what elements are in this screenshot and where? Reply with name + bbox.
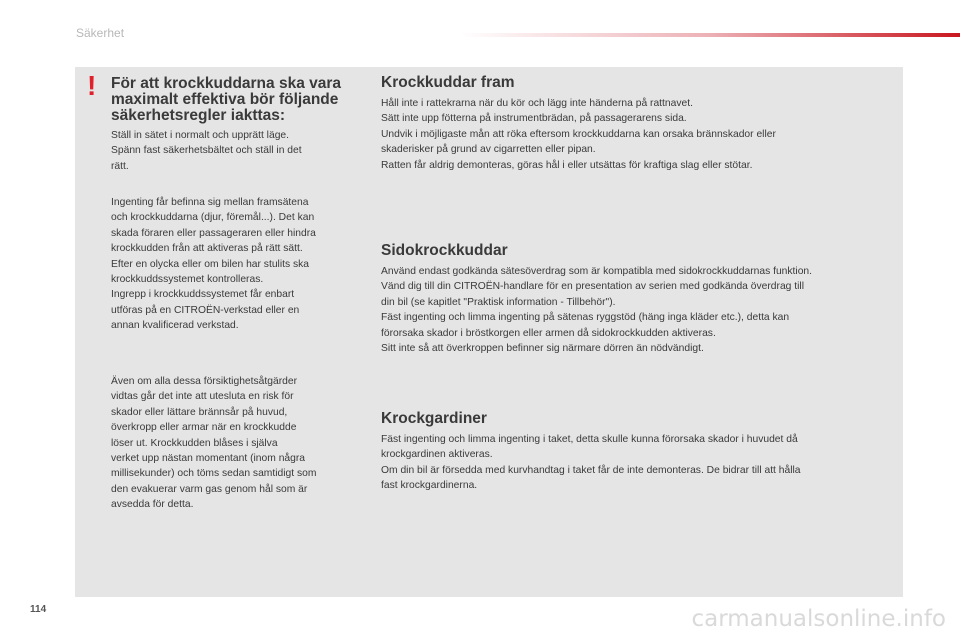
front-airbags-text	[381, 96, 881, 173]
text-line: Håll inte i rattekrarna när du kör och lägg inte händerna på rattnavet.	[381, 98, 693, 109]
side-airbags-text	[381, 264, 891, 356]
text-line: Spänn fast säkerhetsbältet och ställ in det	[111, 145, 302, 157]
warning-paragraph-obstruction	[111, 195, 373, 334]
text-line: och krockkuddarna (djur, föremål...). Det kan	[111, 212, 315, 224]
header-accent-bar	[460, 33, 960, 37]
text-line: Ingenting får befinna sig mellan framsätena	[111, 197, 309, 208]
warning-title-line: För att krockkuddarna ska vara	[111, 75, 342, 92]
text-line: krockkuddssystemet kontrolleras.	[111, 274, 264, 286]
page-number: 114	[30, 604, 47, 615]
text-line: Även om alla dessa försiktighetsåtgärder	[111, 376, 298, 387]
text-line: Använd endast godkända sätesöverdrag som är kompatibla med sidokrockkuddarnas funktion.	[381, 266, 813, 277]
text-line: Sitt inte så att överkroppen befinner sig närmare dörren än nödvändigt.	[381, 343, 704, 355]
text-line: Ställ in sätet i normalt och upprätt läge.	[111, 130, 290, 141]
text-line: Sätt inte upp fötterna på instrumentbrädan, på passagerarens sida.	[381, 113, 687, 125]
text-line: Om din bil är försedda med kurvhandtag i taket får de inte demonteras. De bidrar till att hålla	[381, 464, 801, 476]
text-line: skador eller lättare brännsår på huvud,	[111, 406, 288, 418]
exclamation-icon: !	[87, 70, 97, 101]
text-line: vidtas går det inte att utesluta en risk för	[111, 391, 294, 403]
text-line: löser ut. Krockkudden blåses i själva	[111, 437, 278, 449]
text-line: avsedda för detta.	[111, 499, 194, 511]
text-line: Fäst ingenting och limma ingenting på sätenas ryggstöd (häng inga kläder etc.), detta kan	[381, 312, 790, 324]
text-line: Undvik i möjligaste mån att röka eftersom krockkuddarna kan orsaka brännskador eller	[381, 128, 776, 140]
text-line: annan kvalificerad verkstad.	[111, 320, 239, 332]
section-name: Säkerhet	[76, 26, 125, 40]
text-line: förorsaka skador i bröstkorgen eller armen då sidokrockkudden aktiveras.	[381, 327, 716, 339]
text-line: millisekunder) och töms sedan samtidigt som	[111, 468, 317, 480]
text-line: din bil (se kapitlet "Praktisk information - Tillbehör").	[381, 296, 616, 308]
watermark-link[interactable]: carmanualsonline.info	[691, 606, 946, 632]
front-airbags-heading: Krockkuddar fram	[381, 74, 515, 91]
text-line: krockgardinen aktiveras.	[381, 449, 493, 461]
warning-title-line: maximalt effektiva bör följande	[111, 91, 339, 108]
curtain-airbags-text	[381, 432, 891, 494]
curtain-airbags-heading: Krockgardiner	[381, 410, 487, 427]
text-line: fast krockgardinerna.	[381, 480, 478, 492]
warning-paragraph-risk	[111, 374, 361, 513]
text-line: skada föraren eller passageraren eller hindra	[111, 227, 316, 239]
side-airbags-heading: Sidokrockkuddar	[381, 242, 508, 259]
warning-title	[111, 76, 361, 124]
text-line: skaderisker på grund av cigarretten eller pipan.	[381, 144, 596, 156]
warning-title-line: säkerhetsregler iakttas:	[111, 107, 286, 124]
text-line: Ingrepp i krockkuddssystemet får enbart	[111, 289, 295, 301]
text-line: utföras på en CITROËN-verkstad eller en	[111, 304, 300, 316]
text-line: Vänd dig till din CITROËN-handlare för en presentation av serien med godkända överdrag till	[381, 281, 804, 293]
text-line: den evakuerar varm gas genom hål som är	[111, 483, 308, 495]
text-line: Fäst ingenting och limma ingenting i taket, detta skulle kunna förorsaka skador i huvudet då	[381, 434, 798, 445]
text-line: Ratten får aldrig demonteras, göras hål i eller utsättas för kraftiga slag eller stötar.	[381, 159, 753, 171]
text-line: Efter en olycka eller om bilen har stulits ska	[111, 258, 310, 270]
text-line: överkropp eller armar när en krockkudde	[111, 422, 297, 434]
warning-paragraph-seat	[111, 128, 351, 174]
text-line: rätt.	[111, 160, 129, 172]
text-line: krockkudden från att aktiveras på rätt sätt.	[111, 243, 303, 255]
text-line: verket upp nästan momentant (inom några	[111, 453, 306, 465]
